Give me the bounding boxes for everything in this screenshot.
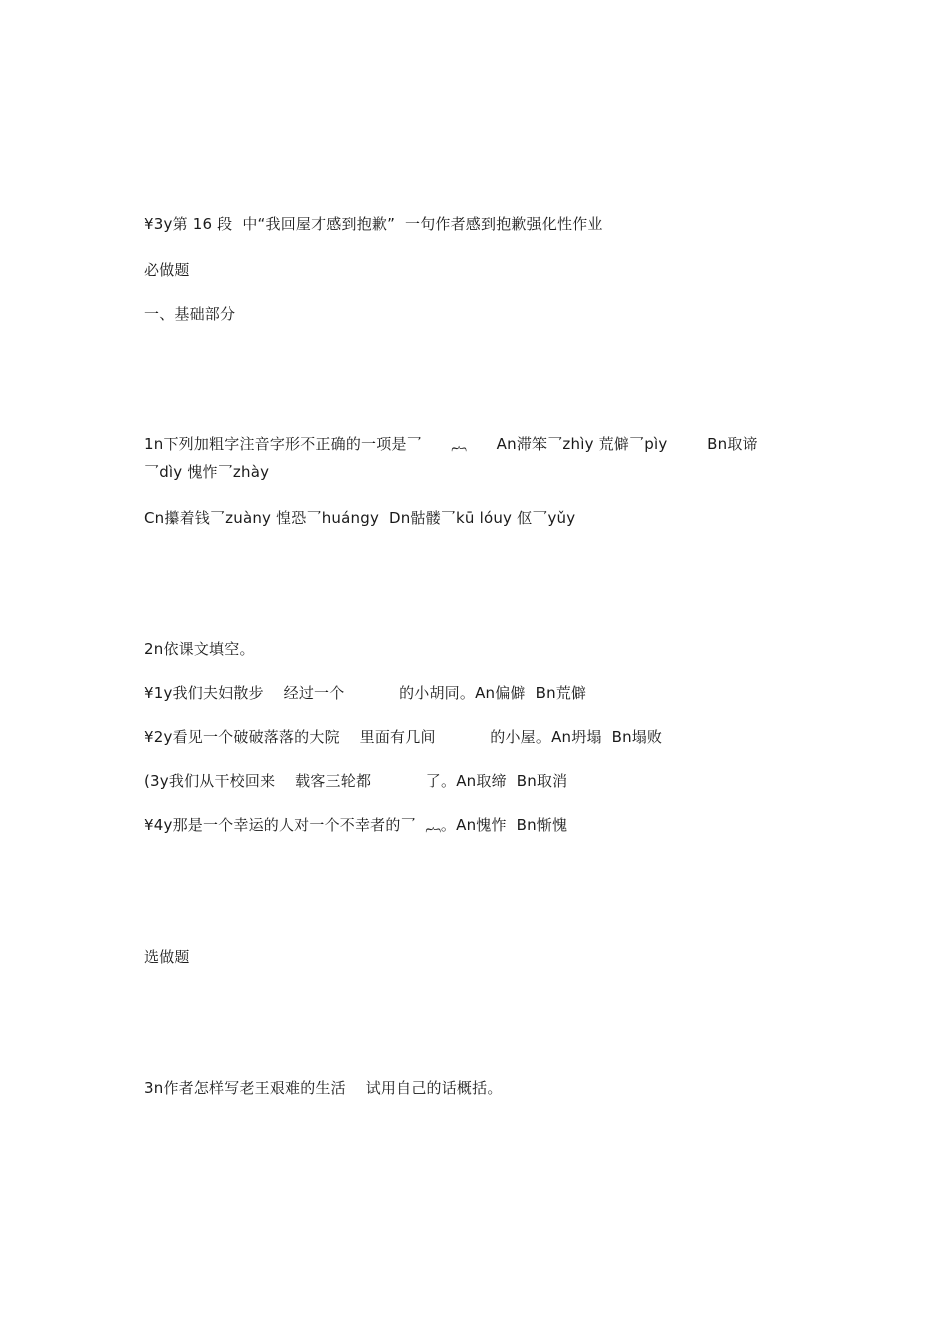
question-3: 3n作者怎样写老王艰难的生活 试用自己的话概括。 bbox=[144, 1079, 503, 1097]
question-1-line-b: 乛dìy 愧怍乛zhày bbox=[144, 463, 270, 481]
question-2-item-2: ¥2y看见一个破破落落的大院 里面有几间 的小屋。An坍塌 Bn塌败 bbox=[144, 728, 663, 746]
required-section-title: 必做题 bbox=[144, 261, 190, 279]
basic-part-heading: 一、基础部分 bbox=[144, 305, 236, 323]
question-1-line-a: 1n下列加粗字注音字形不正确的一项是乛 ︷ An滞笨乛zhìy 荒僻乛pìy Bn取谛 bbox=[144, 435, 758, 453]
question-1 bbox=[144, 430, 814, 486]
question-2-item-4: ¥4y那是一个幸运的人对一个不幸者的乛 ︷。An愧怍 Bn惭愧 bbox=[144, 816, 568, 834]
header-line: ¥3y第 16 段 中“我回屋才感到抱歉” 一句作者感到抱歉强化性作业 bbox=[144, 215, 603, 233]
question-2-item-1: ¥1y我们夫妇散步 经过一个 的小胡同。An偏僻 Bn荒僻 bbox=[144, 684, 587, 702]
question-2-title: 2n依课文填空。 bbox=[144, 640, 255, 658]
question-1-options-cd: Cn攥着钱乛zuàny 惶恐乛huángy Dn骷髅乛kū lóuy 伛乛yǔy bbox=[144, 509, 576, 527]
optional-section-title: 选做题 bbox=[144, 948, 190, 966]
question-2-item-3: (3y我们从干校回来 载客三轮都 了。An取缔 Bn取消 bbox=[144, 772, 568, 790]
